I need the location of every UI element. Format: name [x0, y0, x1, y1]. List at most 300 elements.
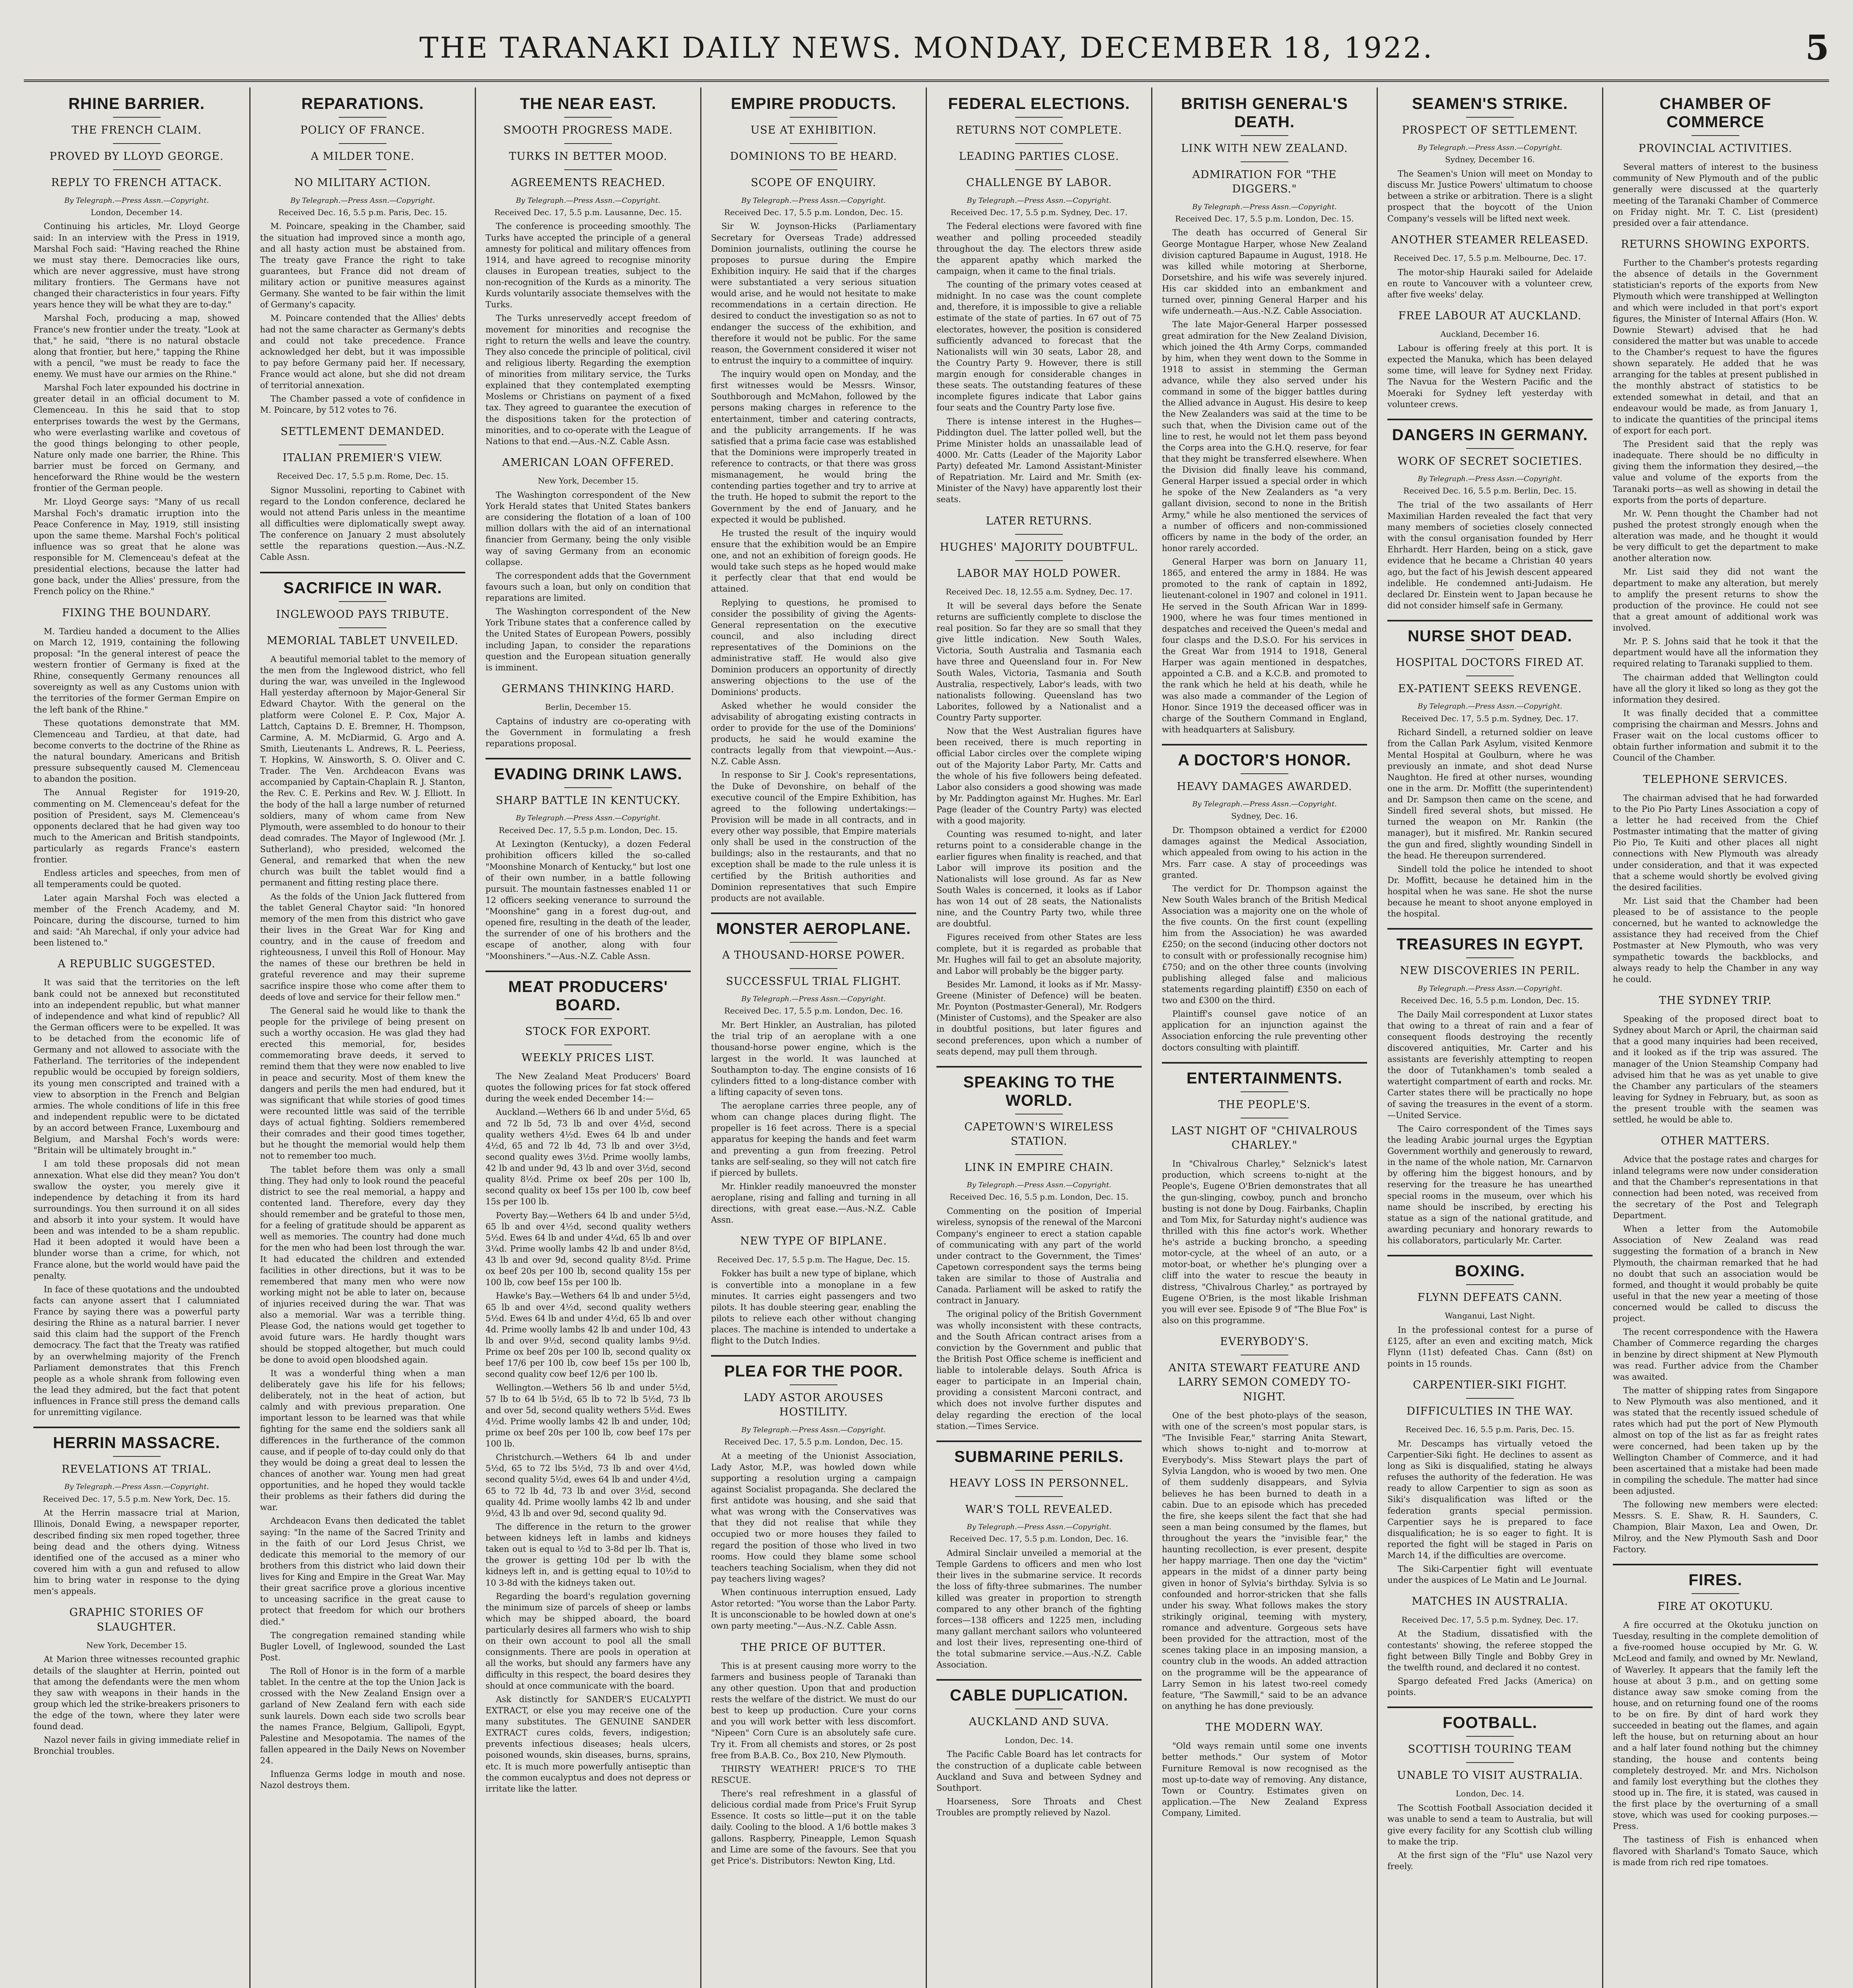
article-paragraph: At Lexington (Kentucky), a dozen Federal prohibition officers killed the so-called "Moonshine Monarch of Kentucky," but lost one of their own number, in a battle following pursuit. The mountain fastnesses enabled 11 or 12 officers seeking venerance to surround the "Moonshine" gang in a forest dug-out, and opened fire, resulting in the death of the leader, the surrender of one of his brothers and the escape of another, along with four "Moonshiners."—Aus.-N.Z. Cable Assn.: [486, 839, 691, 961]
article-dateline: Received Dec. 17, 5.5 p.m. London, Dec. 15.: [724, 207, 903, 217]
subhead-rule: [564, 143, 612, 144]
article-headline: EVADING DRINK LAWS.: [494, 765, 682, 783]
article-paragraph: Advice that the postage rates and charges for inland telegrams were now under consideration and that the Chamber's representations in that connection had been noted, was received from the secretary of the Post and Telegraph Department.: [1613, 1155, 1818, 1221]
article-paragraph: There is intense interest in the Hughes—Piddington duel. The latter polled well, but the Prime Minister holds an unassailable lead of 4000. Mr. Catts (Leader of the Majority Labor Party) defeated Mr. Lamond Assistant-Minister of Repatriation. Mr. Laird and Mr. Smith (ex-Minister of the Navy) have apparently lost their seats.: [936, 416, 1142, 505]
article-paragraph: At a meeting of the Unionist Association, Lady Astor, M.P., was howled down while supporting a resolution urging a campaign against Socialist propaganda. She declared the first antidote was housing, and she said that what was wrong with the Conservatives was that they did not realise that while they occupied two or more houses they failed to regard the position of those who lived in two rooms. How could they blame some school teachers teaching Socialism, when they did not pay teachers living wages?: [711, 1451, 916, 1584]
article: [1387, 1378, 1593, 1586]
article-paragraph: Captains of industry are co-operating with the Government in formulating a fresh reparations proposal.: [486, 716, 691, 749]
article-paragraph: The verdict for Dr. Thompson against the New South Wales branch of the British Medical Association was a majority one on the whole of the five counts. On the first count (expelling him from the Association) he was awarded £250; on the second (inducing other doctors not to consult with or professionally recognise him) £750; and on the other three counts (involving publishing alleged false and malicious statements regarding plaintiff) £350 on each of two and £300 on the third.: [1162, 883, 1367, 1005]
subhead-rule: [790, 169, 837, 170]
article-body: [486, 839, 691, 961]
article-dateline: Received Dec. 17, 5.5 p.m. New York, Dec. 15.: [43, 1494, 231, 1504]
article-paragraph: In response to Sir J. Cook's representations, the Duke of Devonshire, on behalf of the executive council of the Empire Exhibition, has agreed to the following undertakings:—Provision will be made in all contracts, and in every other way possible, that Empire materials only shall be used in the construction of the buildings; also in the restaurants, and that no exception shall be made to the rule unless it is certified by the British authorities and Dominion representatives that such Empire products are not available.: [711, 770, 916, 903]
article-byline: By Telegraph.—Press Assn.—Copyright.: [290, 196, 435, 205]
article-paragraph: The aeroplane carries three people, any of whom can change places during flight. The propeller is 16 feet across. There is a special apparatus for keeping the hands and feet warm and preventing a gun from freezing. Petrol tanks are self-sealing, so they will not catch fire if pierced by bullets.: [711, 1101, 916, 1178]
article-body: [1387, 1628, 1593, 1698]
article-paragraph: Hawke's Bay.—Wethers 64 lb and under 5½d, 65 lb and over 4½d, second quality wethers 5½d. Ewes 64 lb and under 4½d, 65 lb and over 4d. Prime woolly lambs 42 lb and under 10d, 43 lb and over 9½d, second quality lambs 9½d. Prime ox beef 20s per 100 lb, second quality ox beef 17/6 per 100 lb, cow beef 15s per 100 lb, second quality cow beef 12/6 per 100 lb.: [486, 1291, 691, 1379]
article-paragraph: Speaking of the proposed direct boat to Sydney about March or April, the chairman said that a good many inquiries had been received, and it looked as if the trip was assured. The manager of the Union Steamship Company had advised him that he was as yet unable to give the Chamber any particulars of the steamers leaving for Sydney in February, but, as soon as the present trouble with the seamen was settled, he would be able to.: [1613, 1014, 1818, 1125]
article-headline: FIRES.: [1688, 1571, 1742, 1589]
article-subheadline: FIRE AT OKOTUKU.: [1657, 1600, 1773, 1613]
article-subheadline: RETURNS NOT COMPLETE.: [956, 124, 1122, 136]
article: [1613, 1134, 1818, 1555]
subhead-rule: [339, 117, 387, 118]
article-body: [936, 1206, 1142, 1432]
article-subheadline: ANOTHER STEAMER RELEASED.: [1391, 233, 1589, 246]
article-subheadline: SETTLEMENT DEMANDED.: [280, 425, 445, 438]
article-dateline: Received Dec. 17, 5.5 p.m. London, Dec. 16.: [724, 1006, 903, 1016]
article-paragraph: As the folds of the Union Jack fluttered from the tablet General Chaytor said: "In honored memory of the men from this district who gave their lives in the Great War for King and country, and in the cause of freedom and righteousness, I unveil this Roll of Honour. May the names of these our brethren be held in grateful reverence and may their supreme sacrifice inspire those who come after them to deeds of love and service for their fellow men.": [260, 891, 465, 1002]
article-subheadline: FIXING THE BOUNDARY.: [62, 606, 212, 619]
article-subheadline: TELEPHONE SERVICES.: [1643, 773, 1788, 786]
article-headline: DANGERS IN GERMANY.: [1392, 426, 1588, 444]
article: [936, 95, 1142, 505]
article-body: [1387, 1438, 1593, 1586]
article-body: [1387, 727, 1593, 919]
article-body: [1162, 825, 1367, 1053]
article-subheadline: HEAVY LOSS IN PERSONNEL.: [949, 1477, 1129, 1489]
section-divider: [1387, 419, 1593, 420]
article-paragraph: The difference in the return to the grower between kidneys left in lambs and kidneys taken out is equal to ½d to 3-8d per lb. That is, the grower is getting 10d per lb with the kidneys left in, and is getting equal to 10½d to 10 3-8d with the kidneys taken out.: [486, 1522, 691, 1588]
article-subheadline: USE AT EXHIBITION.: [750, 124, 877, 136]
article-paragraph: The tastiness of Fish is enhanced when flavored with Sharland's Tomato Sauce, which is made from rich red ripe tomatoes.: [1613, 1835, 1818, 1867]
subhead-rule: [790, 1384, 837, 1385]
article-subheadline: MATCHES IN AUSTRALIA.: [1412, 1595, 1568, 1608]
article-paragraph: I am told these proposals did not mean annexation. What else did they mean? You don't swallow the oyster, you merely give it independence by detaching it from its hard surroundings. You then surround it on all sides and absorb it into your system. It would have been and was intended to be a sham republic. Had it been adopted it would have been a blunder worse than a crime, for which, not France alone, but the world would have paid the penalty.: [33, 1159, 240, 1281]
article-body: [260, 654, 465, 1791]
article-paragraph: At the first sign of the "Flu" use Nazol very freely.: [1387, 1850, 1593, 1871]
article-paragraph: Sindell told the police he intended to shoot Dr. Moffitt, because he detained him in the hospital when he was sane. He shot the nurse because he meant to shoot anyone employed in the hospital.: [1387, 864, 1593, 919]
article: [936, 1066, 1142, 1432]
article: [1613, 1564, 1818, 1868]
article-paragraph: General Harper was born on January 11, 1865, and entered the army in 1884. He was promoted to the rank of captain in 1892, lieutenant-colonel in 1907 and colonel in 1911. He served in the South African War in 1899-1900, where he was four times mentioned in despatches and received the Queen's medal and four clasps and the D.S.O. For his services in the Great War from 1914 to 1918, General Harper was again mentioned in despatches, appointed a C.B. and a K.C.B. and promoted to the rank which he held at his death, while he was also made a commander of the Legion of Honor. Since 1919 the deceased officer was in charge of the Southern Command in England, with headquarters at Salisbury.: [1162, 557, 1367, 734]
article-dateline: Received Dec. 16, 5.5 p.m. London, Dec. 15.: [1400, 995, 1579, 1005]
article-dateline: Received Dec. 17, 5.5 p.m. Sydney, Dec. 17.: [1401, 1615, 1579, 1625]
article-body: [1387, 1009, 1593, 1246]
article-subheadline: WAR'S TOLL REVEALED.: [965, 1503, 1113, 1516]
column-5: [926, 87, 1151, 1988]
subhead-rule: [790, 942, 837, 943]
subhead-rule: [1466, 957, 1514, 958]
article-subheadline: SCOPE OF ENQUIRY.: [751, 177, 876, 189]
article-paragraph: The death has occurred of General Sir George Montague Harper, whose New Zealand division captured Bapaume in August, 1918. He was killed while motoring at Sherborne, Dorsetshire, and his wife was severely injured. His car skidded into an embankment and turned over, pinning General Harper and his wife underneath.—Aus.-N.Z. Cable Association.: [1162, 228, 1367, 316]
article-subheadline: OTHER MATTERS.: [1661, 1135, 1770, 1147]
subhead-rule: [339, 601, 387, 602]
article-dateline: Received Dec. 16, 5.5 p.m. Berlin, Dec. 15.: [1403, 486, 1577, 496]
article-byline: By Telegraph.—Press Assn.—Copyright.: [64, 1483, 209, 1491]
subhead-rule: [1015, 169, 1063, 170]
article: [33, 1427, 240, 1597]
article-subheadline: POLICY OF FRANCE.: [300, 124, 425, 136]
article-byline: By Telegraph.—Press Assn.—Copyright.: [64, 196, 209, 205]
subhead-rule: [339, 627, 387, 628]
article-subheadline: EX-PATIENT SEEKS REVENGE.: [1398, 683, 1582, 695]
article-paragraph: Admiral Sinclair unveiled a memorial at the Temple Gardens to officers and men who lost their lives in the submarine service. It records the loss of fifty-three submarines. The number killed was greater in proportion to strength compared to any other branch of the fighting forces—138 officers and 1225 men, including many gallant merchant sailors who volunteered and lost their lives, representing one-third of the total submarine service.—Aus.-N.Z. Cable Association.: [936, 1548, 1142, 1670]
article-byline: By Telegraph.—Press Assn.—Copyright.: [1192, 202, 1337, 211]
article-headline: BOXING.: [1455, 1262, 1525, 1280]
article-paragraph: Labour is offering freely at this port. It is expected the Manuka, which has been delayed some time, will leave for Sydney next Friday. The Navua for the Western Pacific and the Moeraki for Sydney left yesterday with volunteer crews.: [1387, 344, 1593, 409]
article-subheadline: HUGHES' MAJORITY DOUBTFUL.: [940, 541, 1138, 553]
article-subheadline: UNABLE TO VISIT AUSTRALIA.: [1397, 1769, 1583, 1782]
article-paragraph: It was said that the territories on the left bank could not be annexed but reconstituted into an independent republic, but what manner of independence and what kind of republic? All the German officers were to be expelled. It was to be detached from the economic life of Germany and not allowed to associate with the Fatherland. The territories of the independent republic would be occupied by foreign soldiers, its young men conscripted and trained with a view to absorption in the French and Belgian armies. The whole conditions of life in this free and independent republic were to be dictated by an accord between France, Luxembourg and Belgium, and Marshal Foch's words were: "Britain will be ultimately brought in.": [33, 978, 240, 1155]
article-paragraph: It was a wonderful thing when a man deliberately gave his life for his fellows; deliberately, not in the heat of action, but calmly and with previous preparation. One important lesson to be learned was that while fighting for the same end the soldiers sank all differences in the furtherance of the common cause, and if people of to-day could only do that they would be doing a great deal to lessen the chances of another war. Young men had great opportunities, and he hoped they would tackle their problems as their fathers did during the war.: [260, 1368, 465, 1512]
article-paragraph: There's real refreshment in a glassful of delicious cordial made from Price's Fruit Syrup Essence. It costs so little—put it on the table daily. Cooling to the blood. A 1/6 bottle makes 3 gallons. Raspberry, Pineapple, Lemon Squash and Lime are some of the favours. See that you get Price's. Distributors: Newton King, Ltd.: [711, 1789, 916, 1866]
article-paragraph: In the professional contest for a purse of £125, after an even and exciting match, Mick Flynn (11st) defeated Chas. Cann (8st) on points in 15 rounds.: [1387, 1325, 1593, 1369]
article-dateline: Received Dec. 17, 5.5 p.m. London, Dec. 15.: [1175, 214, 1354, 223]
subhead-rule: [1015, 1708, 1063, 1709]
article: [936, 1441, 1142, 1671]
article-dateline: Received Dec. 17, 5.5 p.m. Sydney, Dec. 17.: [950, 207, 1128, 217]
article-subheadline: A THOUSAND-HORSE POWER.: [722, 949, 905, 961]
article-paragraph: The following new members were elected: Messrs. S. E. Shaw, R. H. Saunders, C. Champion, Blair Maxon, Lea and Owen, Dr. Milroy, and the New Plymouth Sash and Door Factory.: [1613, 1500, 1818, 1554]
article-subheadline: DIFFICULTIES IN THE WAY.: [1406, 1405, 1573, 1417]
columns-container: [24, 87, 1829, 1988]
article-dateline: Received Dec. 17, 5.5 p.m. Melbourne, Dec. 17.: [1393, 253, 1587, 263]
article-paragraph: Mr. P. S. Johns said that he took it that the department would have all the information they required relating to Taranaki supplied to them.: [1613, 637, 1818, 669]
article: [1613, 95, 1818, 229]
article-byline: By Telegraph.—Press Assn.—Copyright.: [1418, 144, 1562, 152]
article-paragraph: Auckland.—Wethers 66 lb and under 5½d, 65 and 72 lb 5d, 73 lb and over 4½d, second quality wethers 4½d. Ewes 64 lb and under 4½d, 65 and 72 lb 4d, 73 lb and over 3½d, second quality ewes 3½d. Prime woolly lambs, 42 lb and under 9d, 43 lb and over 3½d, second quality 8½d. Prime ox beef 20s per 100 lb, second quality ox beef 15s per 100 lb, cow beef 15s per 100 lb.: [486, 1107, 691, 1207]
article-subheadline: REVELATIONS AT TRIAL.: [61, 1463, 212, 1476]
article: [33, 95, 240, 597]
subhead-rule: [1015, 1470, 1063, 1471]
article-subheadline: PROVINCIAL ACTIVITIES.: [1638, 142, 1793, 155]
article-paragraph: Archdeacon Evans then dedicated the tablet saying: "In the name of the Sacred Trinity and in the faith of our Lord Jesus Christ, we dedicate this memorial to the memory of our brothers from this district who laid down their lives for King and Empire in the Great War. May their great sacrifice prove a glorious incentive to unceasing sacrifice in the great cause to protect that freedom for which our brothers died.": [260, 1516, 465, 1627]
section-divider: [1387, 620, 1593, 621]
article-subheadline: CHALLENGE BY LABOR.: [966, 177, 1112, 189]
article-paragraph: The Pacific Cable Board has let contracts for the construction of a duplicate cable between Auckland and Suva and between Sydney and Southport.: [936, 1749, 1142, 1793]
subhead-rule: [1015, 1154, 1063, 1155]
article-paragraph: The General said he would like to thank the people for the privilege of being present on such a worthy occasion. He was glad they had erected this memorial, for, besides commemorating brave deeds, it served to remind them that they were now enabled to live in peace and security. Most of them knew the dangers and perils the men had endured, but it was significant that while stories of good times were recounted little was said of the terrible days of actual fighting. Soldiers remembered their comrades and their good times together, but he thought the memorial would help them not to remember too much.: [260, 1006, 465, 1161]
article-dateline: Received Dec. 16, 5.5 p.m. Paris, Dec. 15.: [278, 207, 447, 217]
article: [486, 971, 691, 1794]
article-paragraph: Mr. Bert Hinkler, an Australian, has piloted the trial trip of an aeroplane with a one thousand-horse power engine, which is the largest in the world. It was launched at Southampton to-day. The engine consists of 16 cylinders fitted to a long-distance comber with a lifting capacity of seven tons.: [711, 1020, 916, 1097]
article-body: [33, 1507, 240, 1597]
masthead-title: THE TARANAKI DAILY NEWS. MONDAY, DECEMBER 18, 1922.: [419, 31, 1434, 64]
article-body: [33, 626, 240, 949]
article-paragraph: The Siki-Carpentier fight will eventuate under the auspices of Le Matin and Le Journal.: [1387, 1564, 1593, 1585]
article-body: [1387, 1324, 1593, 1369]
article-subheadline: SCOTTISH TOURING TEAM: [1408, 1743, 1572, 1756]
article-headline: PLEA FOR THE POOR.: [724, 1363, 903, 1380]
subhead-rule: [1015, 143, 1063, 144]
article: [1162, 744, 1367, 1053]
article-dateline: New York, December 15.: [538, 476, 639, 486]
article-dateline: London, Dec. 14.: [1004, 1735, 1074, 1745]
subhead-rule: [1241, 161, 1288, 162]
article-paragraph: These quotations demonstrate that MM. Clemenceau and Tardieu, at that date, had become converts to the doctrine of the Rhine as the natural boundary. Americans and British pressure subsequently caused M. Clemenceau to abandon the position.: [33, 718, 240, 784]
article-subheadline: LAST NIGHT OF "CHIVALROUS CHARLEY.": [1171, 1124, 1358, 1151]
article-body: [486, 1071, 691, 1794]
article-headline: SPEAKING TO THE WORLD.: [963, 1073, 1115, 1109]
section-divider: [711, 1355, 916, 1357]
article-dateline: Auckland, December 16.: [1440, 329, 1540, 339]
article-body: [1387, 168, 1593, 224]
article-paragraph: The Washington correspondent of the New York Tribune states that a conference called by the United States of European Powers, possibly including Japan, to consider the reparations question and the European situation generally is imminent.: [486, 607, 691, 672]
article-body: [1387, 499, 1593, 611]
article: [1613, 994, 1818, 1125]
article-byline: By Telegraph.—Press Assn.—Copyright.: [1418, 702, 1562, 711]
article-subheadline: THE PEOPLE'S.: [1218, 1098, 1311, 1111]
column-4: [700, 87, 926, 1988]
article-paragraph: The Federal elections were favored with fine weather and polling proceeded steadily throughout the day. The electors threw aside the apparent apathy which marked the campaign, when it came to the final trials.: [936, 221, 1142, 276]
article-paragraph: Marshal Foch later expounded his doctrine in greater detail in an official document to M. Clemenceau. In this he said that to stop enterprises towards the west by the Germans, who were everlasting warlike and covetous of the good things belonging to other people, Nature only made one barrier, the Rhine. This barrier must be forced on Germany, and henceforward the Rhine would be the western frontier of the German people.: [33, 383, 240, 493]
article-dateline: London, Dec. 14.: [1455, 1789, 1525, 1799]
article: [1387, 620, 1593, 919]
article-dateline: London, December 14.: [91, 207, 183, 217]
article-paragraph: The correspondent adds that the Government favours such a loan, but only on condition that reparations are limited.: [486, 571, 691, 603]
subhead-rule: [1466, 117, 1514, 118]
article-paragraph: The Roll of Honor is in the form of a marble tablet. In the centre at the top the Union Jack is crossed with the New Zealand Ensign over a garland of New Zealand fern with each side sunk laurels. Down each side two scrolls bear the names France, Belgium, Gallipoli, Egypt, Palestine and Mesopotamia. The names of the fallen appeared in the Daily News on November 24.: [260, 1666, 465, 1766]
subhead-rule: [339, 169, 387, 170]
subhead-rule: [564, 117, 612, 118]
article-subheadline: WORK OF SECRET SOCIETIES.: [1397, 455, 1583, 468]
article: [33, 606, 240, 949]
article-dateline: Berlin, December 15.: [545, 702, 631, 712]
section-divider: [936, 1066, 1142, 1068]
subhead-rule: [564, 1018, 612, 1019]
article-subheadline: A REPUBLIC SUGGESTED.: [58, 958, 216, 971]
subhead-rule: [1692, 135, 1739, 136]
article-headline: EMPIRE PRODUCTS.: [730, 95, 897, 113]
section-divider: [936, 1679, 1142, 1681]
section-divider: [711, 912, 916, 914]
article-byline: By Telegraph.—Press Assn.—Copyright.: [967, 1181, 1111, 1190]
article-subheadline: A MILDER TONE.: [311, 150, 415, 163]
article-dateline: Received Dec. 17, 5.5 p.m. Sydney, Dec. 17.: [1401, 713, 1579, 723]
article-dateline: Received Dec. 17, 5.5 p.m. London, Dec. 15.: [724, 1437, 903, 1446]
article-headline: SUBMARINE PERILS.: [954, 1448, 1124, 1466]
article-paragraph: He trusted the result of the inquiry would ensure that the exhibition would be an Empire one, and not an exhibition of foreign goods. He would take such steps as he hoped would make it perfectly clear that that end would be attained.: [711, 528, 916, 594]
article-headline: A DOCTOR'S HONOR.: [1178, 751, 1351, 769]
article: [1613, 237, 1818, 764]
article: [711, 95, 916, 904]
article-paragraph: The Seamen's Union will meet on Monday to discuss Mr. Justice Powers' ultimatum to choose between a strike or arbitration. There is a slight prospect that the boycott of the Union Company's vessels will be lifted next week.: [1387, 169, 1593, 223]
article-byline: By Telegraph.—Press Assn.—Copyright.: [1418, 474, 1562, 483]
article-subheadline: HEAVY DAMAGES AWARDED.: [1177, 780, 1352, 793]
article-headline: CHAMBER OF COMMERCE: [1659, 95, 1771, 131]
article: [1162, 1720, 1367, 1819]
article-paragraph: Dr. Thompson obtained a verdict for £2000 damages against the Medical Association, which appealed from owing to his action in the Mrs. Farr case. A stay of proceedings was granted.: [1162, 825, 1367, 880]
article-paragraph: Several matters of interest to the business community of New Plymouth and of the public generally were discussed at the quarterly meeting of the Taranaki Chamber of Commerce on Friday night. Mr. T. C. List (president) presided over a fair attendance.: [1613, 162, 1818, 228]
article-paragraph: It was finally decided that a committee comprising the chairman and Messrs. Johns and Fraser wait on the local customs officer to obtain further information and submit it to the Council of the Chamber.: [1613, 708, 1818, 763]
article-headline: TREASURES IN EGYPT.: [1396, 936, 1584, 953]
article-paragraph: When a letter from the Automobile Association of New Zealand was read suggesting the formation of a branch in New Plymouth, the chairman remarked that he had no doubt that such an association would be formed, and thought it would probably be quite useful in that the new year a meeting of those concerned would be called to discuss the project.: [1613, 1224, 1818, 1324]
article-paragraph: Mr. Descamps has virtually vetoed the Carpentier-Siki fight. He declines to assent as long as Siki is disqualified, stating he always refuses the authority of the federation. He was ready to allow Carpentier to sign as soon as Siki's disqualification was lifted or the federation grants special permission. Carpentier says he is prepared to face disqualification; he is so eager to fight. It is reported the fight will be staged in Paris on March 14, if the difficulties are overcome.: [1387, 1439, 1593, 1561]
article-body: [260, 221, 465, 415]
article-paragraph: Mr. List said they did not want the department to make any alteration, but merely to amplify the present returns to show the production of the province. He could not see that a great amount of additional work was involved.: [1613, 567, 1818, 633]
column-6: [1151, 87, 1377, 1988]
page-number: 5: [1805, 27, 1829, 68]
article-dateline: Received Dec. 16, 5.5 p.m. Paris, Dec. 15.: [1405, 1424, 1575, 1434]
article-byline: By Telegraph.—Press Assn.—Copyright.: [967, 196, 1111, 205]
article: [1613, 773, 1818, 985]
article: [33, 1606, 240, 1757]
article: [486, 682, 691, 749]
article-byline: By Telegraph.—Press Assn.—Copyright.: [1192, 800, 1337, 809]
article-paragraph: The chairman advised that he had forwarded to the Pio Pio Party Lines Association a copy of a letter he had received from the Chief Postmaster intimating that the matter of giving Pio Pio, Te Kuiti and other places all night connections with New Plymouth was already under consideration, and that it was expected that a scheme would shortly be evolved giving the desired facilities.: [1613, 793, 1818, 892]
article-body: [711, 1450, 916, 1632]
subhead-rule: [1466, 1398, 1514, 1399]
article-subheadline: CARPENTIER-SIKI FIGHT.: [1413, 1378, 1567, 1391]
subhead-rule: [1466, 1762, 1514, 1763]
article-paragraph: Further to the Chamber's protests regarding the absence of details in the Government statistician's reports of the exports from New Plymouth which were transhipped at Wellington and which were included in that port's export figures, the Minister of Internal Affairs (Hon. W. Downie Stewart) advised that he had considered the matter but was unable to accede to the Chamber's request to have the figures shown separately. He added that he was arranging for the tables at present published in the monthly abstract of statistics to be extended somewhat in detail, and that an endeavour would be made, as from January 1, to indicate the quantities of the principal items of export for each port.: [1613, 258, 1818, 435]
article: [486, 95, 691, 447]
subhead-rule: [113, 1456, 161, 1457]
article-headline: CABLE DUPLICATION.: [950, 1687, 1129, 1705]
article-paragraph: The original policy of the British Government was wholly inconsistent with these contracts, and the South African contract arises from a conviction by the Government and public that the British Post Office scheme is inefficient and liable to intolerable delays. South Africa is eager to participate in an Imperial chain, providing a consistent Marconi contract, and which does not involve further disputes and delay regarding the erection of the local station.—Times Service.: [936, 1309, 1142, 1431]
article-paragraph: The Scottish Football Association decided it was unable to send a team to Australia, but will give every facility for any Scottish club willing to make the trip.: [1387, 1803, 1593, 1846]
article-paragraph: Now that the West Australian figures have been received, there is much reporting in official Labor circles over the complete wiping out of the Majority Labor Party, Mr. Catts and the whole of his five followers being defeated. Labor also considers a good showing was made by Mr. Paddington against Mr. Hughes. Mr. Earl Page (leader of the Country Party) was elected with a good majority.: [936, 726, 1142, 826]
article-paragraph: Poverty Bay.—Wethers 64 lb and under 5½d, 65 lb and over 4½d, second quality wethers 5½d. Ewes 64 lb and under 4¼d, 65 lb and over 3¼d. Prime woolly lambs 42 lb and under 8½d, 43 lb and over 9d, second quality 8½d. Prime ox beef 20s per 100 lb, second quality 15s per 100 lb, cow beef 15s per 100 lb.: [486, 1210, 691, 1287]
article-body: [486, 716, 691, 749]
subhead-rule: [113, 117, 161, 118]
article-paragraph: The counting of the primary votes ceased at midnight. In no case was the count complete and, therefore, it is impossible to give a reliable estimate of the state of parties. In 67 out of 75 electorates, however, the position is considered sufficiently advanced to forecast that the Nationalists will win 30 seats, Labor 28, and the Country Party 9. However, there is still margin enough for considerable changes in these seats. The outstanding features of these incomplete figures indicate that Labor gains four seats and the Country Party lose five.: [936, 280, 1142, 413]
article-body: [1162, 227, 1367, 735]
article-body: [1613, 792, 1818, 985]
subhead-rule: [1466, 1736, 1514, 1737]
article-subheadline: NEW DISCOVERIES IN PERIL.: [1400, 965, 1580, 977]
article: [1162, 95, 1367, 735]
article-paragraph: The Turks unreservedly accept freedom of movement for minorities and recognise the right to return the wells and leave the country. They also concede the principle of political, civil and religious liberty. Regarding the exemption of minorities from military service, the Turks explained that they contemplated exempting Moslems or Christians on payment of a fixed tax. They agreed to guarantee the execution of the dispositions taken for the protection of minorities, and to co-operate with the League of Nations to that end.—Aus.-N.Z. Cable Assn.: [486, 313, 691, 446]
article-body: [33, 1654, 240, 1757]
article-headline: NURSE SHOT DEAD.: [1408, 627, 1572, 645]
subhead-rule: [790, 117, 837, 118]
article-subheadline: FREE LABOUR AT AUCKLAND.: [1398, 310, 1582, 322]
article-paragraph: Endless articles and speeches, from men of all temperaments could be quoted.: [33, 868, 240, 889]
article-headline: ENTERTAINMENTS.: [1186, 1069, 1343, 1087]
article-subheadline: SHARP BATTLE IN KENTUCKY.: [495, 794, 681, 807]
article-body: [1387, 343, 1593, 410]
article-headline: SACRIFICE IN WAR.: [283, 579, 442, 597]
article-dateline: Wanganui, Last Night.: [1445, 1311, 1535, 1321]
article-paragraph: Spargo defeated Fred Jacks (America) on points.: [1387, 1676, 1593, 1697]
article-subheadline: THE PRICE OF BUTTER.: [741, 1641, 886, 1654]
subhead-rule: [1466, 649, 1514, 650]
section-divider: [486, 758, 691, 759]
article: [711, 912, 916, 1226]
article-subheadline: NEW TYPE OF BIPLANE.: [740, 1235, 887, 1248]
article: [936, 1679, 1142, 1818]
article-headline: FEDERAL ELECTIONS.: [948, 95, 1130, 113]
article-subheadline: HOSPITAL DOCTORS FIRED AT.: [1396, 656, 1584, 669]
article-headline: REPARATIONS.: [301, 95, 424, 113]
article-paragraph: The Cairo correspondent of the Times says the leading Arabic journal urges the Egyptian Government worthily and generously to reward, in the name of the whole nation, Mr. Carnarvon by offering him the biggest honours, and by reserving for the treasure he has unearthed special rooms in the museum, over which his name should be inscribed, by erecting his statue as a sign of the national gratitude, and awarding pecuniary and honorary rewards to his collaborators, particularly Mr. Carter.: [1387, 1124, 1593, 1246]
article-paragraph: Mr. Hinkler readily manoeuvred the monster aeroplane, rising and falling and turning in all directions, with great ease.—Aus.-N.Z. Cable Assn.: [711, 1181, 916, 1225]
article-byline: By Telegraph.—Press Assn.—Copyright.: [741, 196, 886, 205]
article-paragraph: The Chamber passed a vote of confidence in M. Poincare, by 512 votes to 76.: [260, 394, 465, 415]
article-subheadline: SMOOTH PROGRESS MADE.: [503, 124, 673, 136]
article-paragraph: At Marion three witnesses recounted graphic details of the slaughter at Herrin, pointed out that among the defendants were the men whom they saw with weapons in their hands in the group which led the strike-breakers prisoners to the edge of the town, where they later were found dead.: [33, 1654, 240, 1732]
article: [1387, 1594, 1593, 1698]
article: [711, 1640, 916, 1866]
article-body: [936, 1547, 1142, 1670]
article-subheadline: DOMINIONS TO BE HEARD.: [730, 150, 897, 163]
article-paragraph: Replying to questions, he promised to consider the possibility of giving the Agents-General representation on the executive council, and also including direct representatives of the Dominions on the administrative staff. He would also give Dominion producers an opportunity of directly answering objections to the use of the Dominions' products.: [711, 598, 916, 697]
article-subheadline: LADY ASTOR AROUSES HOSTILITY.: [744, 1392, 884, 1419]
section-divider: [1613, 1564, 1818, 1565]
article-paragraph: The motor-ship Hauraki sailed for Adelaide en route to Vancouver with a volunteer crew, after five weeks' delay.: [1387, 267, 1593, 299]
article-byline: By Telegraph.—Press Assn.—Copyright.: [741, 995, 886, 1004]
article-paragraph: The conference is proceeding smoothly. The Turks have accepted the principle of a general amnesty for political and military offences from 1914, and have agreed to recognise minority clauses in European treaties, subject to the non-recognition of the Kurds as a minority. The Kurds voluntarily associate themselves with the Turks.: [486, 221, 691, 310]
article-body: [936, 221, 1142, 505]
subhead-rule: [1241, 773, 1288, 774]
section-divider: [1387, 928, 1593, 930]
article-paragraph: M. Tardieu handed a document to the Allies on March 12, 1919, containing the following proposal: "In the general interest of peace the western frontier of Germany is fixed at the Rhine, consequently Germany renounces all sovereignty as well as any Customs union with the territories of the former German Empire on the left bank of the Rhine.": [33, 626, 240, 714]
article-paragraph: When continuous interruption ensued, Lady Astor retorted: "You worse than the Labor Party. It is unconscionable to be howled down at one's own party meeting."—Aus.-N.Z. Cable Assn.: [711, 1588, 916, 1631]
article: [1387, 95, 1593, 224]
article-headline: HERRIN MASSACRE.: [53, 1434, 220, 1452]
article-paragraph: Fokker has built a new type of biplane, which is convertible into a monoplane in a few minutes. It carries eight passengers and two pilots. It has double steering gear, enabling the pilots to relieve each other without changing places. The machine is intended to undertake a flight to the Dutch Indies.: [711, 1269, 916, 1346]
article-paragraph: Nazol never fails in giving immediate relief in Bronchial troubles.: [33, 1735, 240, 1756]
article-byline: By Telegraph.—Press Assn.—Copyright.: [741, 1425, 886, 1434]
article-subheadline: STOCK FOR EXPORT.: [525, 1025, 651, 1038]
article: [260, 572, 465, 1791]
article-subheadline: LINK IN EMPIRE CHAIN.: [964, 1161, 1114, 1174]
article-paragraph: M. Poincare contended that the Allies' debts had not the same character as Germany's debts and could not take precedence. France acknowledged her debt, but it was impossible to pay before Germany paid her. If necessary, France would act alone, but she did not dream of territorial annexation.: [260, 313, 465, 390]
column-2: [249, 87, 475, 1988]
article-paragraph: Asked whether he would consider the advisability of abrogating existing contracts in order to provide for the use of the Dominions' products, he said he would examine the contracts legally from that viewpoint.—Aus.-N.Z. Cable Assn.: [711, 701, 916, 767]
article-headline: BRITISH GENERAL'S DEATH.: [1181, 95, 1348, 131]
article-headline: RHINE BARRIER.: [68, 95, 205, 113]
article-dateline: Sydney, December 16.: [1445, 155, 1535, 165]
article: [936, 514, 1142, 1057]
article-paragraph: Influenza Germs lodge in mouth and nose. Nazol destroys them.: [260, 1769, 465, 1790]
article-body: [1387, 267, 1593, 300]
article-body: [936, 600, 1142, 1057]
subhead-rule: [1015, 534, 1063, 535]
article-subheadline: MEMORIAL TABLET UNVEILED.: [266, 634, 459, 647]
subhead-rule: [113, 169, 161, 170]
article: [260, 425, 465, 563]
article-body: [1613, 1013, 1818, 1125]
article-headline: THE NEAR EAST.: [520, 95, 657, 113]
article-paragraph: At the Stadium, dissatisfied with the contestants' showing, the referee stopped the fight between Billy Tingle and Bobby Grey in the twelfth round, and declared it no contest.: [1387, 1629, 1593, 1672]
article-body: [1162, 1158, 1367, 1326]
article-subheadline: PROVED BY LLOYD GEORGE.: [49, 150, 224, 163]
section-divider: [1162, 1062, 1367, 1064]
article-paragraph: Later again Marshal Foch was elected a member of the French Academy, and M. Poincare, during the discourse, turned to him and said: "Ah Marechal, if only your advice had been listened to.": [33, 893, 240, 948]
column-7: [1377, 87, 1602, 1988]
article-paragraph: The congregation remained standing while Bugler Lovell, of Inglewood, sounded the Last Post.: [260, 1630, 465, 1662]
article: [260, 95, 465, 416]
article-dateline: Received Dec. 17, 5.5 p.m. London, Dec. 16.: [950, 1534, 1129, 1544]
section-divider: [936, 1441, 1142, 1442]
article-subheadline: GERMANS THINKING HARD.: [501, 682, 675, 695]
subhead-rule: [790, 968, 837, 969]
article-dateline: Received Dec. 16, 5.5 p.m. London, Dec. 15.: [950, 1192, 1129, 1202]
article: [1387, 1706, 1593, 1872]
article-dateline: Received Dec. 18, 12.55 a.m. Sydney, Dec. 17.: [946, 587, 1132, 597]
article: [1387, 419, 1593, 611]
article-subheadline: NO MILITARY ACTION.: [294, 177, 431, 189]
subhead-rule: [790, 143, 837, 144]
article: [711, 1355, 916, 1631]
article-paragraph: Mr. Lloyd George says: "Many of us recall Marshal Foch's dramatic irruption into the Peace Conference in May, 1919, still insisting upon the same theme. Marshal Foch's political influence was so great that he alone was responsible for M. Clemenceau's defeat at the presidential elections, because the latter had gone back, under the Allies' pressure, from the French policy on the Rhine.": [33, 497, 240, 596]
article-headline: SEAMEN'S STRIKE.: [1412, 95, 1568, 113]
article-paragraph: A fire occurred at the Okotuku junction on Tuesday, resulting in the complete demolition of a five-roomed house occupied by Mr. G. W. McLeod and family, and owned by Mr. Newland, of Waverley. It appears that the family left the house at about 3 p.m., and on getting some distance away saw smoke coming from the house, and on returning found one of the rooms to be on fire. By dint of hard work they succeeded in beating out the flames, and again left the house, but on returning about an hour and a half later found nothing but the chimney standing, the house and contents being completely destroyed. Mr. and Mrs. Nicholson and family lost everything but the clothes they stood up in. The fire, it is stated, was caused in the first place by the overturning of a small stove, which was used for cooking purposes.—Press.: [1613, 1620, 1818, 1831]
subhead-rule: [1015, 1496, 1063, 1497]
article-paragraph: Besides Mr. Lamond, it looks as if Mr. Massy-Greene (Minister of Defence) will be beaten. Mr. Poynton (Postmaster-General), Mr. Rodgers (Minister of Customs), and the Speaker are also in doubtful positions, but later figures and second preferences, upon which a number of seats depend, may pull them through.: [936, 979, 1142, 1056]
article-paragraph: Hoarseness, Sore Throats and Chest Troubles are promptly relieved by Nazol.: [936, 1796, 1142, 1817]
subhead-rule: [1241, 135, 1288, 136]
article: [1162, 1062, 1367, 1326]
article-paragraph: M. Poincare, speaking in the Chamber, said the situation had improved since a month ago, and all hasty action must be abstained from. The treaty gave France the right to take guarantees, but France did not dream of military action or punitive measures against Germany. She wanted to be fair within the limit of Germany's capacity.: [260, 221, 465, 310]
article-paragraph: The trial of the two assailants of Herr Maximilian Harden revealed the fact that very many members of societies closely connected with the consul organisation founded by Herr Ehrhardt. Herr Harden, being on a stick, gave evidence that he became a Christian 40 years ago, but the fact of his Jewish descent appeared indelible. He condemned anti-Judaism. He declared Dr. Einstein went to Japan because he did not consider himself safe in Germany.: [1387, 500, 1593, 610]
subhead-rule: [339, 143, 387, 144]
article-paragraph: THIRSTY WEATHER! PRICE'S TO THE RESCUE.: [711, 1764, 916, 1785]
article-byline: By Telegraph.—Press Assn.—Copyright.: [967, 1523, 1111, 1532]
article-paragraph: The recent correspondence with the Hawera Chamber of Commerce regarding the charges in benzine by direct shipment at New Plymouth was read. Further advice from the Chamber was awaited.: [1613, 1327, 1818, 1382]
